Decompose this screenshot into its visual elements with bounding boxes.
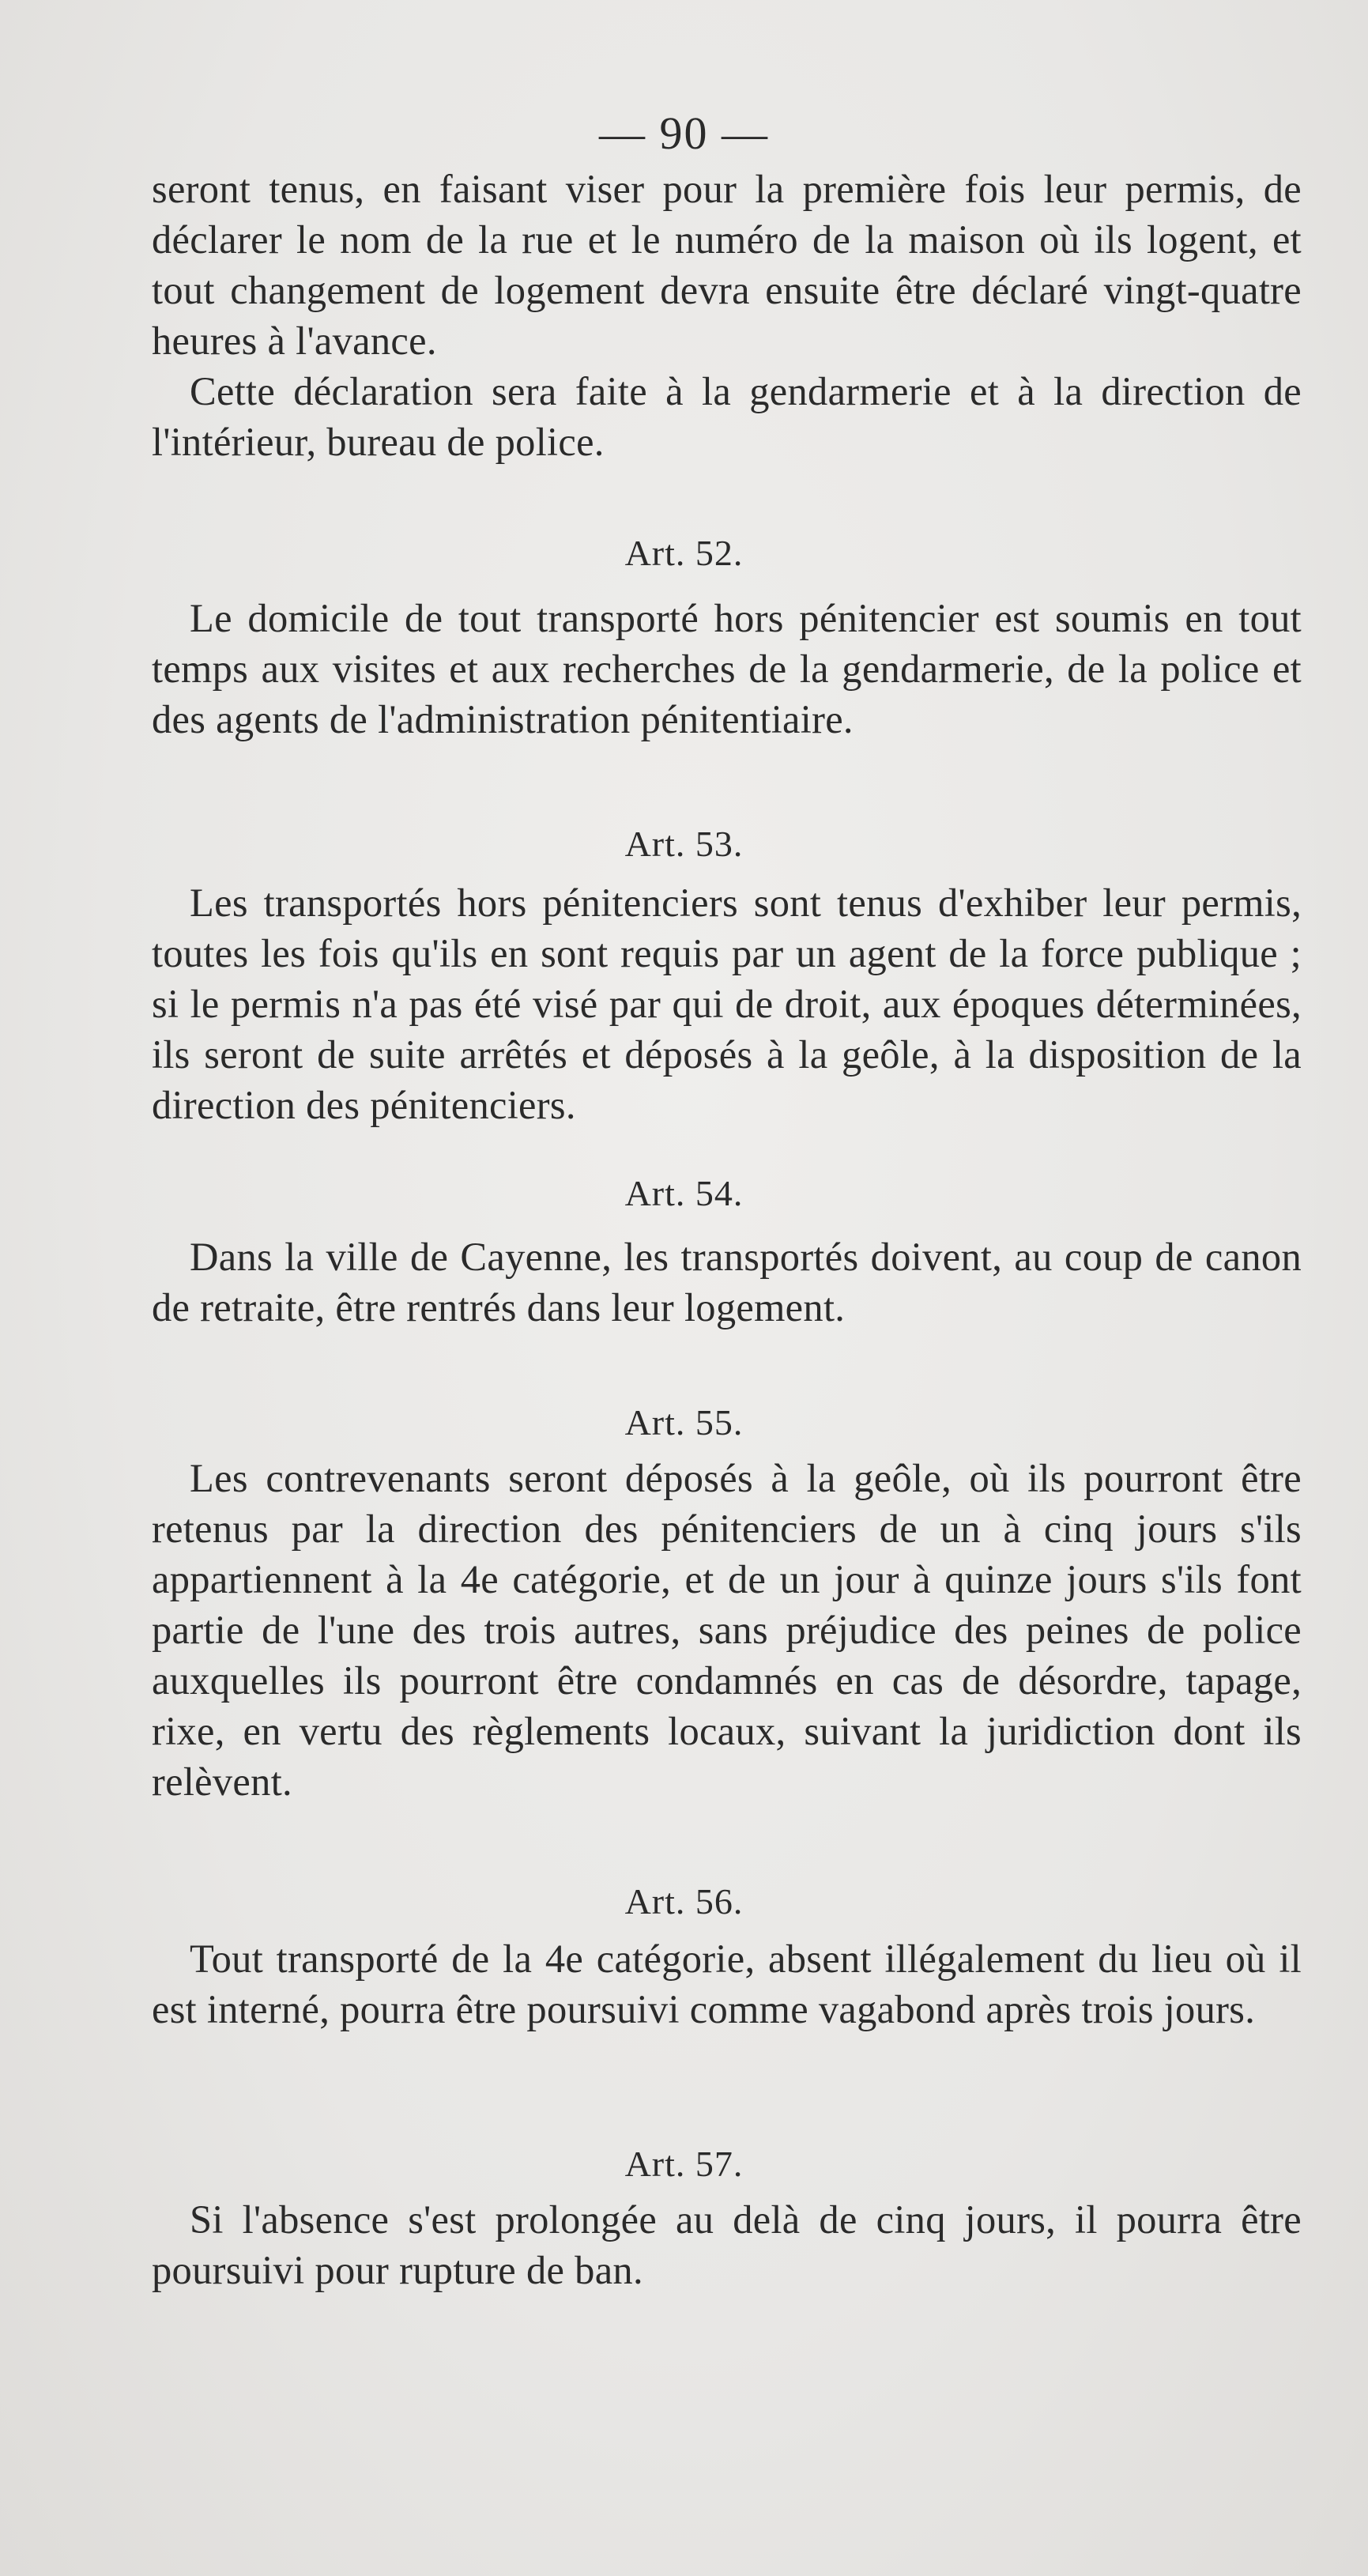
article-55-text — [152, 1453, 1302, 1807]
article-57-heading: Art. 57. — [624, 2144, 744, 2184]
article-56-heading: Art. 56. — [624, 1881, 744, 1922]
intro-paragraph-1-text: seront tenus, en faisant viser pour la première fois leur permis, de déclarer le nom de la rue et le numéro de la maison où ils logent, et tout changement de logement devra ensuite être déclaré vingt-quatre heures à l'avance. — [152, 167, 1302, 363]
article-52-body: Le domicile de tout transporté hors pénitencier est soumis en tout temps aux visites et aux recherches de la gendarmerie, de la police et des agents de l'administration pénitentiaire. — [152, 596, 1302, 741]
article-54-heading: Art. 54. — [624, 1173, 744, 1213]
intro-paragraph-2-text: Cette déclaration sera faite à la gendarmerie et à la direction de l'intérieur, bureau de police. — [152, 369, 1302, 464]
article-53-heading: Art. 53. — [624, 824, 744, 864]
article-56-text — [152, 1933, 1302, 2035]
article-52-text — [152, 593, 1302, 745]
intro-paragraph-1 — [152, 164, 1302, 366]
article-57-text — [152, 2194, 1302, 2295]
intro-paragraph-2 — [152, 366, 1302, 467]
page-number: — 90 — — [599, 107, 769, 159]
article-53-body: Les transportés hors pénitenciers sont tenus d'exhiber leur permis, toutes les fois qu'ils en sont requis par un agent de la force publique ; si le permis n'a pas été visé par qui de droit, aux époques déterminées, ils seront de suite arrêtés et déposés à la geôle, à la disposition de la direction des pénitenciers. — [152, 881, 1302, 1127]
article-53-text — [152, 877, 1302, 1130]
article-52-heading: Art. 52. — [624, 533, 744, 573]
article-55-heading: Art. 55. — [624, 1402, 744, 1443]
article-57-body: Si l'absence s'est prolongée au delà de cinq jours, il pourra être poursuivi pour rupture de ban. — [152, 2197, 1302, 2292]
article-55-body: Les contrevenants seront déposés à la geôle, où ils pourront être retenus par la direction des pénitenciers de un à cinq jours s'ils appartiennent à la 4e catégorie, et de un jour à quinze jours s'ils font partie de l'une des trois autres, sans préjudice des peines de police auxquelles ils pourront être condamnés en cas de désordre, tapage, rixe, en vertu des règlements locaux, suivant la juridiction dont ils relèvent. — [152, 1456, 1302, 1804]
article-54-body: Dans la ville de Cayenne, les transportés doivent, au coup de canon de retraite, être rentrés dans leur logement. — [152, 1235, 1302, 1329]
article-54-text — [152, 1231, 1302, 1333]
article-56-body: Tout transporté de la 4e catégorie, absent illégalement du lieu où il est interné, pourra être poursuivi comme vagabond après trois jours. — [152, 1937, 1302, 2031]
